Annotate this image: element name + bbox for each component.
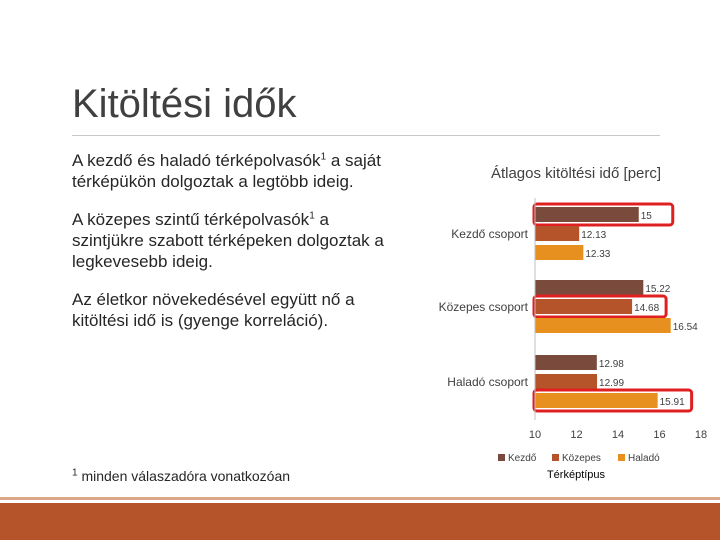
bar-2-2 xyxy=(535,299,632,314)
bullet-2-rest: a szintjükre szabott térképeken dolgoztak a legkevesebb ideig. xyxy=(72,210,384,271)
data-label-1-1: 15 xyxy=(640,211,652,222)
bar-3-1 xyxy=(535,355,597,370)
legend-label-3: Haladó xyxy=(628,453,660,464)
legend-swatch-1 xyxy=(498,454,505,461)
bullet-3-text: Az életkor növekedésével együtt nő a kitöltési idő is (gyenge korreláció). xyxy=(72,290,355,330)
data-label-3-2: 12.99 xyxy=(599,378,625,389)
bar-1-2 xyxy=(535,226,579,241)
footnote-sup: 1 xyxy=(72,467,78,479)
category-label-2: Közepes csoport xyxy=(438,300,528,314)
bullet-1-text: A kezdő és haladó térképolvasók xyxy=(72,151,321,170)
bullet-1-rest: a saját térképükön dolgoztak a legtöbb ideig. xyxy=(72,151,381,191)
bar-1-3 xyxy=(535,245,583,260)
data-label-2-2: 14.68 xyxy=(634,303,660,314)
data-label-1-2: 12.13 xyxy=(581,230,607,241)
data-label-2-3: 16.54 xyxy=(672,322,698,333)
x-tick-3: 14 xyxy=(611,429,625,441)
x-tick-1: 10 xyxy=(528,429,542,441)
category-label-1: Kezdő csoport xyxy=(451,227,528,241)
bullet-2-text: A közepes szintű térképolvasók xyxy=(72,210,310,229)
data-label-3-1: 12.98 xyxy=(598,359,624,370)
legend-label-2: Közepes xyxy=(562,453,601,464)
bar-2-3 xyxy=(535,318,671,333)
data-label-1-3: 12.33 xyxy=(585,249,611,260)
legend-swatch-2 xyxy=(552,454,559,461)
slide-title: Kitöltési idők xyxy=(72,82,297,126)
bullet-1-sup: 1 xyxy=(320,151,327,163)
bar-3-2 xyxy=(535,374,597,389)
bullet-2-sup: 1 xyxy=(309,210,315,222)
x-tick-5: 18 xyxy=(694,429,708,441)
x-tick-2: 12 xyxy=(570,429,583,441)
footnote-text: minden válaszadóra vonatkozóan xyxy=(77,468,291,484)
bar-1-1 xyxy=(535,207,639,222)
data-label-3-3: 15.91 xyxy=(659,397,685,408)
x-axis-label: Térképtípus xyxy=(546,469,606,481)
footer-bar xyxy=(0,503,720,540)
legend-label-1: Kezdő xyxy=(508,453,537,464)
legend-swatch-3 xyxy=(618,454,625,461)
category-label-3: Haladó csoport xyxy=(447,375,528,389)
footer-bar-accent xyxy=(0,497,720,500)
data-label-2-1: 15.22 xyxy=(645,284,671,295)
bar-2-1 xyxy=(535,280,643,295)
bar-3-3 xyxy=(535,393,658,408)
chart-title: Átlagos kitöltési idő [perc] xyxy=(490,165,662,182)
x-tick-4: 16 xyxy=(653,429,666,441)
bars-layer xyxy=(439,198,708,464)
